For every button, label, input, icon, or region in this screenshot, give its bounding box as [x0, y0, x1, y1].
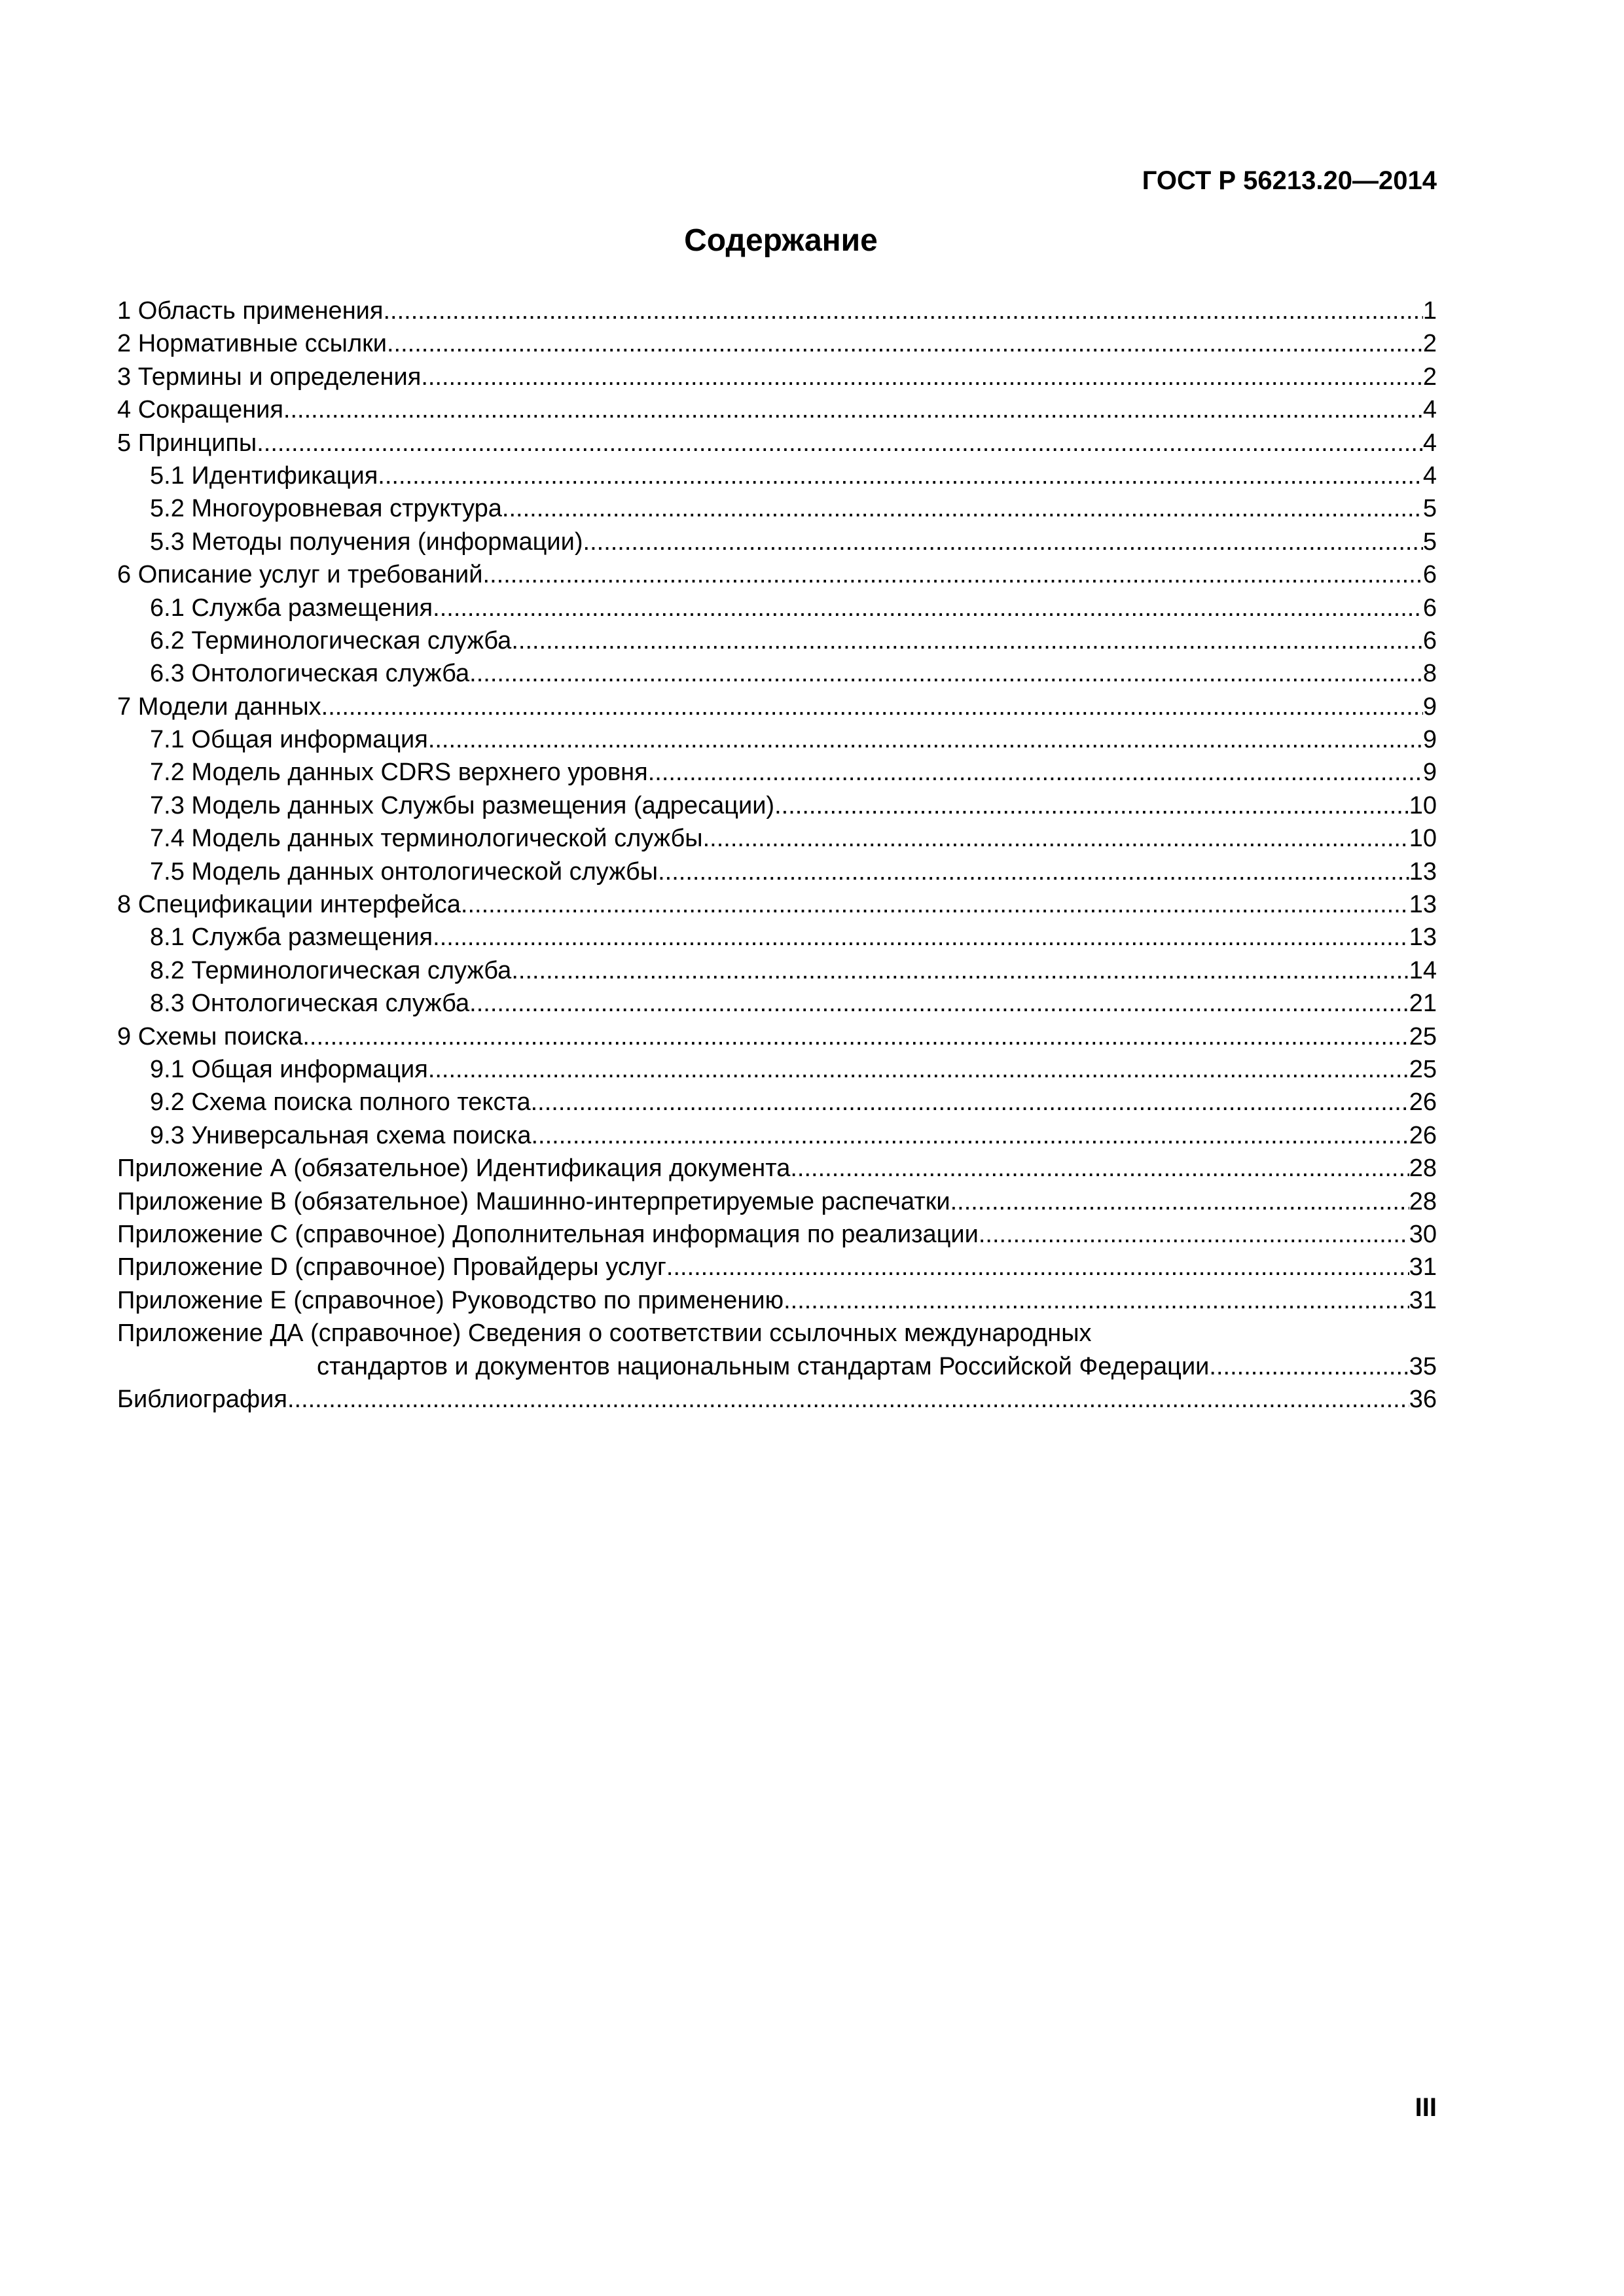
toc-entry-page: 4	[1422, 429, 1437, 457]
toc-entry-title: 4 Сокращения	[117, 396, 283, 424]
toc-entry-title: 9.1 Общая информация	[150, 1055, 428, 1083]
toc-subentry[interactable]	[117, 921, 1437, 954]
toc-subentry[interactable]	[117, 624, 1437, 657]
dot-leader	[583, 526, 1423, 558]
dot-leader	[287, 1383, 1409, 1416]
toc-subentry[interactable]	[117, 954, 1437, 987]
toc-entry-title: 1 Область применения	[117, 297, 384, 325]
toc-entry-page: 4	[1422, 396, 1437, 424]
toc-entry[interactable]	[117, 295, 1437, 327]
toc-entry-title: 6.2 Терминологическая служба	[150, 626, 512, 655]
dot-leader	[433, 592, 1423, 624]
toc-entry-title: стандартов и документов национальным стандартам Российской Федерации	[317, 1352, 1210, 1380]
toc-entry-title: 8.1 Служба размещения	[150, 924, 433, 952]
toc-subentry[interactable]	[117, 723, 1437, 756]
toc-entry-page: 31	[1409, 1286, 1437, 1314]
toc-entry-page: 2	[1422, 363, 1437, 391]
dot-leader	[666, 1251, 1409, 1283]
toc-entry-title: 7.5 Модель данных онтологической службы	[150, 857, 659, 886]
toc-entry-title: 9.2 Схема поиска полного текста	[150, 1088, 531, 1117]
toc-entry-title: Приложение D (справочное) Провайдеры услуг	[117, 1253, 666, 1282]
dot-leader	[531, 1086, 1409, 1119]
toc-entry-annex-e[interactable]	[117, 1284, 1437, 1317]
dot-leader	[302, 1020, 1409, 1053]
toc-entry-page: 6	[1422, 561, 1437, 589]
dot-leader	[1209, 1350, 1409, 1383]
toc-entry-title: 7 Модели данных	[117, 692, 321, 721]
toc-entry-annex-a[interactable]	[117, 1152, 1437, 1185]
toc-subentry[interactable]	[117, 1053, 1437, 1086]
document-code: ГОСТ Р 56213.20—2014	[1142, 166, 1437, 195]
dot-leader	[428, 723, 1423, 756]
toc-entry-title: Приложение В (обязательное) Машинно-интерпретируемые распечатки	[117, 1187, 950, 1215]
dot-leader	[502, 492, 1423, 525]
toc-entry-annex-da-continuation[interactable]	[117, 1350, 1437, 1383]
toc-entry-page: 10	[1409, 825, 1437, 853]
toc-entry-page: 9	[1422, 692, 1437, 721]
toc-entry-title: 5.1 Идентификация	[150, 461, 378, 490]
toc-entry[interactable]	[117, 558, 1437, 591]
toc-entry-page: 21	[1409, 990, 1437, 1018]
toc-entry-page: 28	[1409, 1187, 1437, 1215]
toc-entry-title: 5.2 Многоуровневая структура	[150, 495, 502, 523]
toc-entry[interactable]	[117, 393, 1437, 426]
toc-subentry[interactable]	[117, 492, 1437, 525]
dot-leader	[283, 393, 1423, 426]
toc-subentry[interactable]	[117, 756, 1437, 789]
page-title: Содержание	[684, 223, 878, 258]
toc-subentry[interactable]	[117, 657, 1437, 690]
toc-entry[interactable]	[117, 888, 1437, 921]
dot-leader	[648, 756, 1423, 789]
table-of-contents	[117, 295, 1437, 1416]
toc-entry-bibliography[interactable]	[117, 1383, 1437, 1416]
toc-entry-title: Приложение ДА (справочное) Сведения о соответствии ссылочных международных	[117, 1319, 1092, 1348]
toc-entry[interactable]	[117, 1020, 1437, 1053]
toc-entry-page: 5	[1422, 528, 1437, 556]
toc-entry-page: 8	[1422, 660, 1437, 688]
dot-leader	[658, 855, 1409, 888]
toc-entry-annex-d[interactable]	[117, 1251, 1437, 1283]
toc-entry-title: 7.2 Модель данных CDRS верхнего уровня	[150, 759, 648, 787]
toc-entry-title: 5 Принципы	[117, 429, 257, 457]
toc-entry-page: 2	[1422, 330, 1437, 358]
toc-subentry[interactable]	[117, 1119, 1437, 1152]
toc-entry-title: 6 Описание услуг и требований	[117, 561, 483, 589]
toc-entry-title: 8 Спецификации интерфейса	[117, 891, 461, 919]
toc-entry-page: 28	[1409, 1155, 1437, 1183]
toc-entry-annex-da[interactable]	[117, 1317, 1437, 1350]
dot-leader	[378, 459, 1423, 492]
toc-entry-page: 6	[1422, 594, 1437, 622]
toc-entry-title: 9.3 Универсальная схема поиска	[150, 1121, 532, 1149]
toc-entry-page: 10	[1409, 791, 1437, 819]
dot-leader	[461, 888, 1409, 921]
toc-entry-page: 25	[1409, 1055, 1437, 1083]
dot-leader	[321, 691, 1423, 723]
dot-leader	[784, 1284, 1409, 1317]
toc-subentry[interactable]	[117, 822, 1437, 855]
dot-leader	[433, 921, 1409, 954]
toc-entry-page: 26	[1409, 1121, 1437, 1149]
toc-entry[interactable]	[117, 691, 1437, 723]
toc-entry-title: Приложение С (справочное) Дополнительная информация по реализации	[117, 1220, 979, 1248]
toc-entry-title: Приложение Е (справочное) Руководство по применению	[117, 1286, 784, 1314]
dot-leader	[387, 327, 1423, 360]
toc-entry-page: 13	[1409, 924, 1437, 952]
dot-leader	[421, 361, 1423, 393]
toc-subentry[interactable]	[117, 592, 1437, 624]
toc-subentry[interactable]	[117, 855, 1437, 888]
toc-entry-page: 9	[1422, 726, 1437, 754]
toc-entry-title: 7.3 Модель данных Службы размещения (адресации)	[150, 791, 775, 819]
toc-entry-page: 4	[1422, 461, 1437, 490]
dot-leader	[511, 624, 1423, 657]
toc-subentry[interactable]	[117, 789, 1437, 822]
toc-subentry[interactable]	[117, 987, 1437, 1020]
toc-entry-page: 1	[1422, 297, 1437, 325]
toc-entry-page: 14	[1409, 956, 1437, 984]
toc-entry-title: 2 Нормативные ссылки	[117, 330, 387, 358]
toc-entry-title: 5.3 Методы получения (информации)	[150, 528, 583, 556]
toc-entry-page: 25	[1409, 1022, 1437, 1050]
toc-entry-page: 13	[1409, 857, 1437, 886]
dot-leader	[531, 1119, 1409, 1152]
dot-leader	[428, 1053, 1409, 1086]
toc-entry-title: 6.3 Онтологическая служба	[150, 660, 470, 688]
toc-entry-title: 9 Схемы поиска	[117, 1022, 303, 1050]
dot-leader	[469, 987, 1409, 1020]
toc-entry-page: 13	[1409, 891, 1437, 919]
toc-entry-title: Библиография	[117, 1385, 287, 1413]
dot-leader	[774, 789, 1409, 822]
toc-entry-title: Приложение А (обязательное) Идентификация документа	[117, 1155, 791, 1183]
page-number: III	[1415, 2093, 1437, 2122]
toc-entry-title: 7.4 Модель данных терминологической службы	[150, 825, 703, 853]
dot-leader	[950, 1185, 1409, 1218]
toc-entry-page: 30	[1409, 1220, 1437, 1248]
toc-entry-title: 8.2 Терминологическая служба	[150, 956, 512, 984]
toc-entry-annex-b[interactable]	[117, 1185, 1437, 1218]
dot-leader	[257, 427, 1423, 459]
toc-entry-title: 3 Термины и определения	[117, 363, 422, 391]
toc-entry-page: 31	[1409, 1253, 1437, 1282]
toc-entry-title: 8.3 Онтологическая служба	[150, 990, 470, 1018]
dot-leader	[790, 1152, 1409, 1185]
toc-entry-page: 26	[1409, 1088, 1437, 1117]
toc-entry-page: 35	[1409, 1352, 1437, 1380]
dot-leader	[383, 295, 1422, 327]
toc-entry-page: 6	[1422, 626, 1437, 655]
toc-entry-annex-c[interactable]	[117, 1218, 1437, 1251]
toc-entry-title: 7.1 Общая информация	[150, 726, 428, 754]
toc-subentry[interactable]	[117, 1086, 1437, 1119]
dot-leader	[469, 657, 1423, 690]
dot-leader	[703, 822, 1409, 855]
toc-entry[interactable]	[117, 327, 1437, 360]
dot-leader	[511, 954, 1409, 987]
dot-leader	[483, 558, 1423, 591]
toc-entry-title: 6.1 Служба размещения	[150, 594, 433, 622]
toc-subentry[interactable]	[117, 459, 1437, 492]
toc-entry[interactable]	[117, 427, 1437, 459]
dot-leader	[979, 1218, 1409, 1251]
toc-subentry[interactable]	[117, 526, 1437, 558]
toc-entry-page: 5	[1422, 495, 1437, 523]
toc-entry-page: 36	[1409, 1385, 1437, 1413]
toc-entry-page: 9	[1422, 759, 1437, 787]
toc-entry[interactable]	[117, 361, 1437, 393]
